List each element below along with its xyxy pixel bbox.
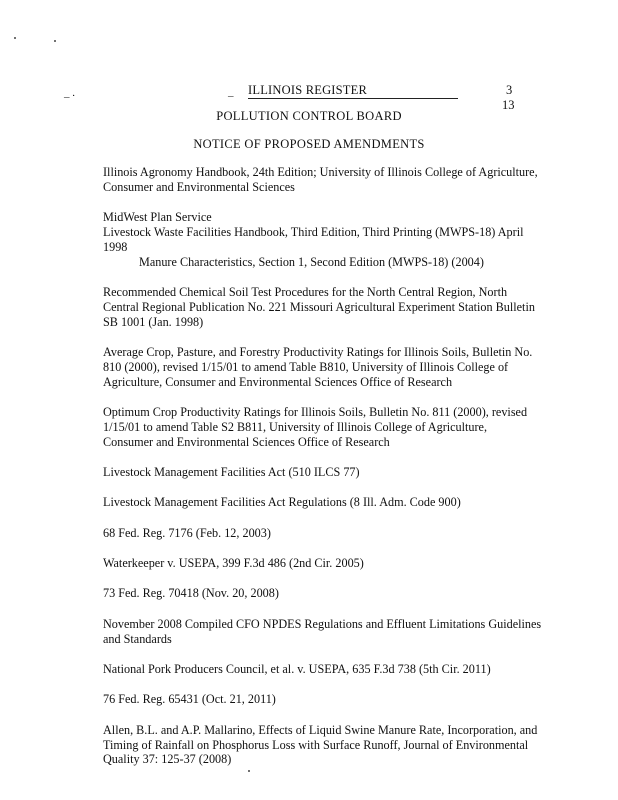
reference-line: Livestock Management Facilities Act Regulations (8 Ill. Adm. Code 900) bbox=[103, 495, 461, 510]
reference-list bbox=[103, 165, 542, 783]
reference-line: 1998 bbox=[103, 239, 128, 254]
reference-entry bbox=[103, 405, 535, 449]
reference-entry bbox=[103, 722, 538, 767]
reference-line: Consumer and Environmental Sciences Office of Research bbox=[103, 434, 390, 449]
reference-entry bbox=[103, 526, 535, 541]
reference-line: Timing of Rainfall on Phosphorus Loss with Surface Runoff, Journal of Environmental bbox=[103, 737, 529, 752]
reference-entry bbox=[103, 165, 538, 195]
reference-entry bbox=[103, 210, 535, 269]
scan-speck bbox=[54, 40, 56, 42]
reference-line: November 2008 Compiled CFO NPDES Regulations and Effluent Limitations Guidelines bbox=[103, 616, 542, 631]
reference-line: Optimum Crop Productivity Ratings for Illinois Soils, Bulletin No. 811 (2000), revised bbox=[103, 404, 528, 419]
reference-line: Livestock Management Facilities Act (510 ILCS 77) bbox=[103, 464, 360, 479]
issue-number: 3 bbox=[506, 83, 513, 97]
reference-line: Recommended Chemical Soil Test Procedures for the North Central Region, North bbox=[103, 284, 508, 299]
reference-line: Quality 37: 125-37 (2008) bbox=[103, 752, 232, 767]
reference-entry bbox=[103, 556, 535, 571]
header-mark-dash: _ bbox=[228, 86, 234, 98]
reference-line: 68 Fed. Reg. 7176 (Feb. 12, 2003) bbox=[103, 525, 271, 540]
reference-line: MidWest Plan Service bbox=[103, 210, 212, 225]
reference-line: Allen, B.L. and A.P. Mallarino, Effects of Liquid Swine Manure Rate, Incorporation, and bbox=[103, 722, 538, 737]
reference-subline: Manure Characteristics, Section 1, Second Edition (MWPS-18) (2004) bbox=[139, 254, 484, 269]
reference-line: 73 Fed. Reg. 70418 (Nov. 20, 2008) bbox=[103, 586, 279, 601]
reference-line: Agriculture, Consumer and Environmental Sciences Office of Research bbox=[103, 374, 453, 389]
reference-line: Livestock Waste Facilities Handbook, Third Edition, Third Printing (MWPS-18) April bbox=[103, 224, 524, 239]
reference-entry bbox=[103, 586, 535, 601]
reference-line: Waterkeeper v. USEPA, 399 F.3d 486 (2nd Cir. 2005) bbox=[103, 556, 364, 571]
reference-line: Illinois Agronomy Handbook, 24th Edition; University of Illinois College of Agriculture, bbox=[103, 165, 538, 179]
reference-line: National Pork Producers Council, et al. v. USEPA, 635 F.3d 738 (5th Cir. 2011) bbox=[103, 662, 491, 677]
reference-entry bbox=[103, 616, 542, 647]
reference-line: 810 (2000), revised 1/15/01 to amend Table B810, University of Illinois College of bbox=[103, 359, 509, 374]
scan-speck bbox=[14, 37, 16, 39]
notice-heading: NOTICE OF PROPOSED AMENDMENTS bbox=[193, 137, 425, 151]
reference-line: 1/15/01 to amend Table S2 B811, University of Illinois College of Agriculture, bbox=[103, 419, 488, 434]
agency-name: POLLUTION CONTROL BOARD bbox=[216, 109, 402, 123]
reference-entry bbox=[103, 285, 535, 329]
page-number: 13 bbox=[502, 98, 515, 112]
reference-entry bbox=[103, 495, 535, 510]
reference-entry bbox=[103, 692, 535, 707]
reference-line: and Standards bbox=[103, 631, 172, 646]
header-mark-left: _ . bbox=[64, 87, 75, 99]
reference-entry bbox=[103, 662, 535, 677]
register-title: ILLINOIS REGISTER bbox=[248, 84, 458, 99]
reference-line: 76 Fed. Reg. 65431 (Oct. 21, 2011) bbox=[103, 692, 276, 707]
reference-line: Average Crop, Pasture, and Forestry Productivity Ratings for Illinois Soils, Bulletin No. bbox=[103, 344, 533, 359]
reference-entry bbox=[103, 465, 535, 480]
reference-line: SB 1001 (Jan. 1998) bbox=[103, 314, 204, 329]
reference-line: Central Regional Publication No. 221 Missouri Agricultural Experiment Station Bulletin bbox=[103, 299, 535, 314]
reference-entry bbox=[103, 345, 535, 389]
reference-line: Consumer and Environmental Sciences bbox=[103, 179, 295, 194]
